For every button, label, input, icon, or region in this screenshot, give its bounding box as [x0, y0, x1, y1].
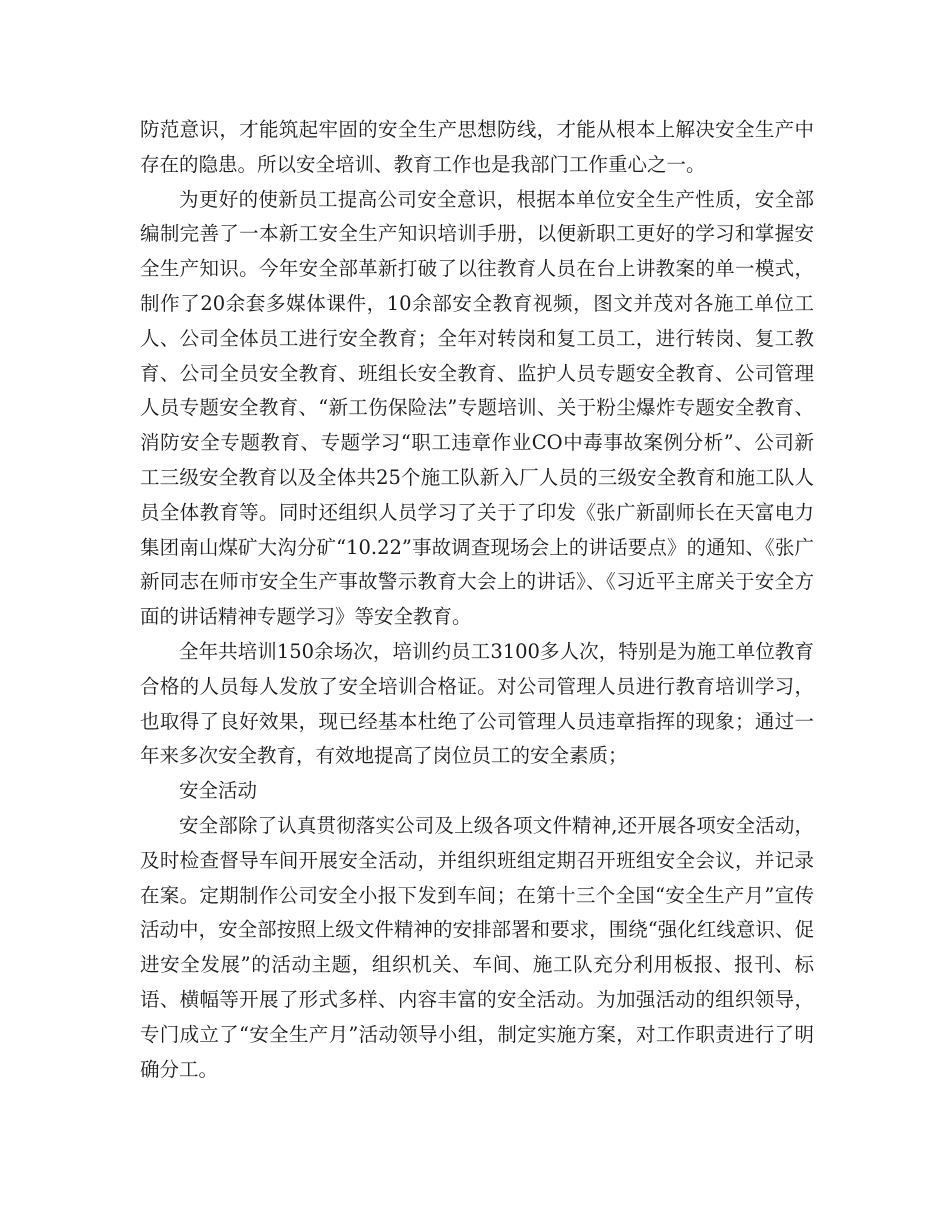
paragraph-training-manual: 为更好的使新员工提高公司安全意识，根据本单位安全生产性质，安全部编制完善了一本新工安全生产知识培训手册，以便新职工更好的学习和掌握安全生产知识。今年安全部革新打破了以往教育人员在台上讲教案的单一模式，制作了20余套多媒体课件，10余部安全教育视频，图文并茂对各施工单位工人、公司全体员工进行安全教育；全年对转岗和复工员工，进行转岗、复工教育、公司全员安全教育、班组长安全教育、监护人员专题安全教育、公司管理人员专题安全教育、“新工伤保险法”专题培训、关于粉尘爆炸专题安全教育、消防安全专题教育、专题学习“职工违章作业CO中毒事故案例分析”、公司新工三级安全教育以及全体共25个施工队新入厂人员的三级安全教育和施工队人员全体教育等。同时还组织人员学习了关于了印发《张广新副师长在天富电力集团南山煤矿大沟分矿“10.22”事故调查现场会上的讲话要点》的通知、《张广新同志在师市安全生产事故警示教育大会上的讲话》、《习近平主席关于安全方面的讲话精神专题学习》等安全教育。 [140, 187, 814, 629]
paragraph-training-summary: 全年共培训150余场次，培训约员工3100多人次，特别是为施工单位教育合格的人员每人发放了安全培训合格证。对公司管理人员进行教育培训学习，也取得了良好效果，现已经基本杜绝了公司管理人员违章指挥的现象；通过一年来多次安全教育，有效地提高了岗位员工的安全素质； [140, 639, 814, 768]
paragraph-safety-activities: 安全部除了认真贯彻落实公司及上级各项文件精神,还开展各项安全活动，及时检查督导车间开展安全活动，并组织班组定期召开班组安全会议，并记录在案。定期制作公司安全小报下发到车间；在第十三个全国“安全生产月”宣传活动中，安全部按照上级文件精神的安排部署和要求，围绕“强化红线意识、促进安全发展”的活动主题，组织机关、车间、施工队充分利用板报、报刊、标语、横幅等开展了形式多样、内容丰富的安全活动。为加强活动的组织领导，专门成立了“安全生产月”活动领导小组，制定实施方案，对工作职责进行了明确分工。 [140, 813, 814, 1081]
section-heading-safety-activities: 安全活动 [179, 779, 258, 803]
paragraph-continuation: 防范意识，才能筑起牢固的安全生产思想防线，才能从根本上解决安全生产中存在的隐患。所以安全培训、教育工作也是我部门工作重心之一。 [140, 118, 814, 176]
document-body [140, 113, 814, 1087]
